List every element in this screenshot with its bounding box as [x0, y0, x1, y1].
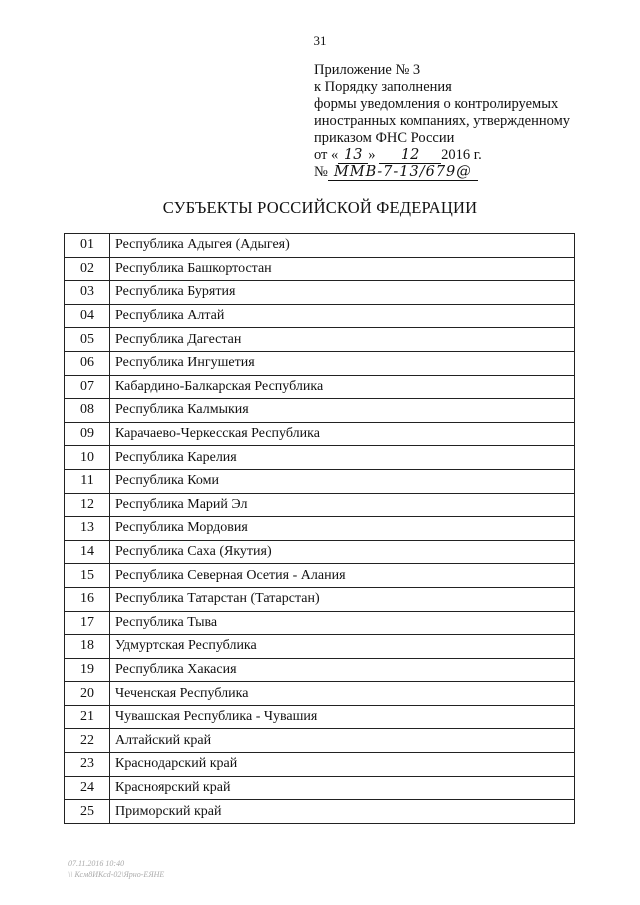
table-row — [65, 800, 575, 824]
appendix-line: приказом ФНС России — [314, 130, 455, 146]
handwritten-number: ММВ-7-13/679@ — [328, 165, 478, 181]
table-row — [65, 611, 575, 635]
table-row — [65, 328, 575, 352]
region-name: Республика Адыгея (Адыгея) — [110, 234, 575, 258]
region-name: Красноярский край — [110, 776, 575, 800]
region-name: Республика Бурятия — [110, 281, 575, 305]
region-code: 22 — [65, 729, 110, 753]
region-code: 01 — [65, 234, 110, 258]
region-name: Краснодарский край — [110, 753, 575, 777]
document-title: СУБЪЕКТЫ РОССИЙСКОЙ ФЕДЕРАЦИИ — [162, 198, 478, 217]
order-number — [314, 164, 614, 181]
table-row — [65, 564, 575, 588]
table-row — [65, 540, 575, 564]
appendix-line: иностранных компаниях, утвержденному — [314, 113, 571, 129]
appendix-line: формы уведомления о контролируемых — [314, 96, 559, 112]
region-code: 25 — [65, 800, 110, 824]
region-code: 13 — [65, 517, 110, 541]
page-number: 31 — [313, 33, 327, 48]
region-name: Республика Карелия — [110, 446, 575, 470]
table-row — [65, 682, 575, 706]
region-code: 15 — [65, 564, 110, 588]
order-date — [314, 147, 614, 164]
table-row — [65, 234, 575, 258]
region-code: 20 — [65, 682, 110, 706]
region-name: Республика Коми — [110, 469, 575, 493]
region-code: 21 — [65, 705, 110, 729]
table-row — [65, 351, 575, 375]
region-name: Республика Марий Эл — [110, 493, 575, 517]
region-code: 06 — [65, 351, 110, 375]
region-code: 03 — [65, 281, 110, 305]
handwritten-day: 13 — [338, 148, 368, 164]
region-code: 08 — [65, 399, 110, 423]
region-code: 11 — [65, 469, 110, 493]
region-name: Республика Дагестан — [110, 328, 575, 352]
region-code: 12 — [65, 493, 110, 517]
table-row — [65, 281, 575, 305]
appendix-line: к Порядку заполнения — [314, 79, 452, 95]
date-mid: » — [368, 147, 376, 163]
region-name: Кабардино-Балкарская Республика — [110, 375, 575, 399]
handwritten-month: 12 — [379, 148, 441, 164]
region-code: 18 — [65, 635, 110, 659]
footer-stamp: 07.11.2016 10:40 \\ Ксм8ИКсd-02\Ярно-ЕЯНЕ — [68, 859, 165, 879]
table-row — [65, 587, 575, 611]
table-row — [65, 493, 575, 517]
region-code: 04 — [65, 304, 110, 328]
table-row — [65, 422, 575, 446]
region-name: Карачаево-Черкесская Республика — [110, 422, 575, 446]
table-row — [65, 729, 575, 753]
region-name: Республика Мордовия — [110, 517, 575, 541]
appendix-line: Приложение № 3 — [314, 62, 421, 78]
region-name: Республика Алтай — [110, 304, 575, 328]
table-row — [65, 257, 575, 281]
region-code: 07 — [65, 375, 110, 399]
region-name: Чеченская Республика — [110, 682, 575, 706]
table-row — [65, 375, 575, 399]
region-name: Приморский край — [110, 800, 575, 824]
region-code: 02 — [65, 257, 110, 281]
region-code: 16 — [65, 587, 110, 611]
region-name: Республика Татарстан (Татарстан) — [110, 587, 575, 611]
region-code: 23 — [65, 753, 110, 777]
appendix-header — [314, 62, 614, 181]
table-row — [65, 304, 575, 328]
table-row — [65, 705, 575, 729]
region-code: 24 — [65, 776, 110, 800]
region-code: 19 — [65, 658, 110, 682]
region-name: Алтайский край — [110, 729, 575, 753]
regions-table — [64, 233, 575, 824]
table-row — [65, 446, 575, 470]
region-code: 05 — [65, 328, 110, 352]
table-row — [65, 517, 575, 541]
region-name: Республика Башкортостан — [110, 257, 575, 281]
region-code: 17 — [65, 611, 110, 635]
table-row — [65, 635, 575, 659]
table-row — [65, 469, 575, 493]
table-row — [65, 753, 575, 777]
region-code: 09 — [65, 422, 110, 446]
region-name: Республика Ингушетия — [110, 351, 575, 375]
region-name: Республика Хакасия — [110, 658, 575, 682]
table-row — [65, 658, 575, 682]
date-prefix: от « — [314, 147, 339, 163]
table-row — [65, 776, 575, 800]
region-name: Республика Северная Осетия - Алания — [110, 564, 575, 588]
region-name: Республика Калмыкия — [110, 399, 575, 423]
region-name: Республика Тыва — [110, 611, 575, 635]
table-row — [65, 399, 575, 423]
region-code: 14 — [65, 540, 110, 564]
region-name: Чувашская Республика - Чувашия — [110, 705, 575, 729]
number-prefix: № — [314, 164, 328, 180]
region-name: Республика Саха (Якутия) — [110, 540, 575, 564]
date-year: 2016 г. — [441, 147, 482, 163]
region-code: 10 — [65, 446, 110, 470]
region-name: Удмуртская Республика — [110, 635, 575, 659]
